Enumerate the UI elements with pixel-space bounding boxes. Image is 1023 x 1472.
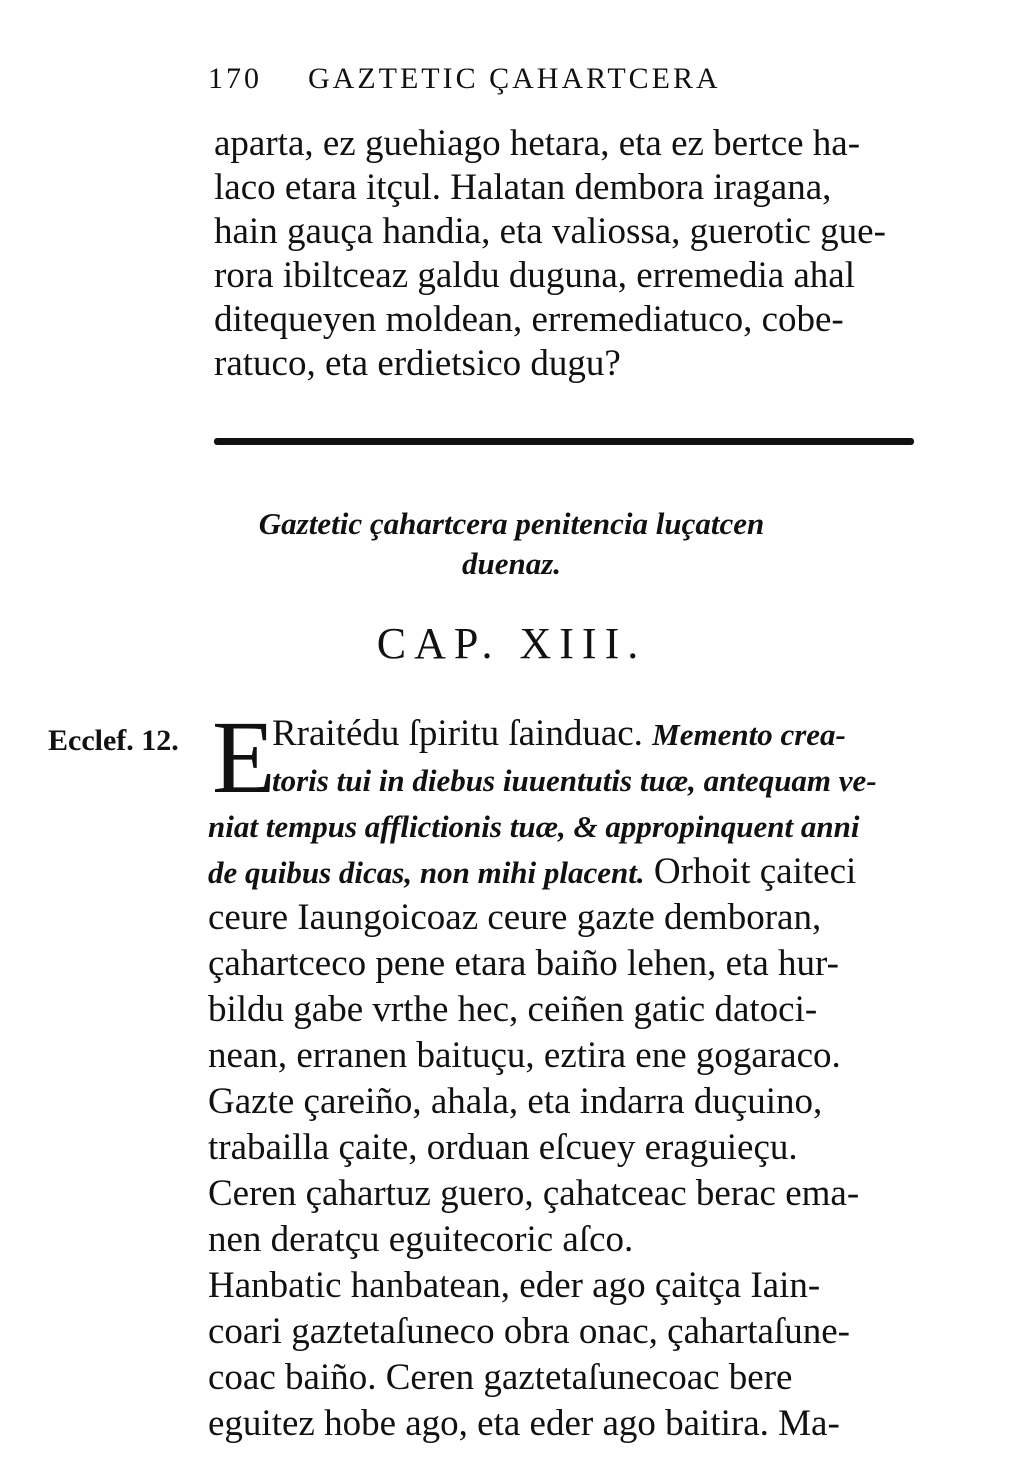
text-line <box>208 1218 633 1262</box>
running-title: GAZTETIC ÇAHARTCERA <box>308 62 721 95</box>
chapter-title-line: Gaztetic çahartcera penitencia luçatcen <box>258 506 765 541</box>
chapter-number: CAP. XIII. <box>376 619 647 668</box>
latin-quote: de quibus dicas, non mihi placent. <box>208 855 645 890</box>
text-line: ditequeyen moldean, erremediatuco, cobe- <box>214 299 844 340</box>
running-header <box>208 62 721 96</box>
section-divider <box>214 438 914 445</box>
chapter-title-line: duenaz. <box>461 546 562 581</box>
text-span: ceure Iaungoicoaz ceure gazte demboran, <box>208 897 822 938</box>
text-line: hain gauça handia, eta valiossa, guerotic gue- <box>214 211 886 252</box>
text-span: Rraitédu ſpiritu ſainduac. <box>272 713 653 754</box>
text-line <box>208 1356 792 1400</box>
text-line: rora ibiltceaz galdu duguna, erremedia ahal <box>214 255 856 296</box>
text-span: nen deratçu eguitecoric aſco. <box>208 1219 634 1260</box>
text-line <box>272 758 877 803</box>
text-line <box>208 1126 798 1170</box>
text-line: ratuco, eta erdietsico dugu? <box>214 343 621 384</box>
text-span: Orhoit çaiteci <box>644 851 857 892</box>
text-line <box>272 712 846 757</box>
text-span: bildu gabe vrthe hec, ceiñen gatic datoci- <box>208 989 818 1030</box>
margin-note: Ecclef. 12. <box>48 724 179 757</box>
text-line <box>208 804 859 849</box>
drop-cap: E <box>212 700 276 815</box>
latin-quote: Memento crea- <box>652 717 846 752</box>
text-line <box>208 1080 822 1124</box>
latin-quote: toris tui in diebus iuuentutis tuæ, antequam ve- <box>272 763 877 798</box>
text-line <box>208 1264 820 1308</box>
text-line <box>208 942 839 986</box>
text-span: Ceren çahartuz guero, çahatceac berac ema- <box>208 1173 860 1214</box>
text-line: aparta, ez guehiago hetara, eta ez bertce ha- <box>214 123 861 164</box>
text-span: Hanbatic hanbatean, eder ago çaitça Iain- <box>208 1265 821 1306</box>
text-span: Gazte çareiño, ahala, eta indarra duçuino, <box>208 1081 823 1122</box>
text-line: laco etara itçul. Halatan dembora iragana, <box>214 167 832 208</box>
text-span: nean, erranen baituçu, eztira ene gogaraco. <box>208 1035 841 1076</box>
text-span: coari gaztetaſuneco obra onac, çahartaſune- <box>208 1311 850 1352</box>
text-span: coac baiño. Ceren gaztetaſunecoac bere <box>208 1357 793 1398</box>
text-span: eguitez hobe ago, eta eder ago baitira. Ma- <box>208 1403 840 1444</box>
text-line <box>208 1402 840 1446</box>
page-number: 170 <box>208 62 262 95</box>
text-line <box>208 896 821 940</box>
latin-quote: niat tempus afflictionis tuæ, & appropinquent anni <box>208 809 860 844</box>
text-span: çahartceco pene etara baiño lehen, eta hur- <box>208 943 839 984</box>
text-line <box>208 1034 841 1078</box>
text-line <box>208 1310 850 1354</box>
text-line <box>208 1172 859 1216</box>
text-line <box>208 850 856 895</box>
text-span: trabailla çaite, orduan eſcuey eraguieçu. <box>208 1127 798 1168</box>
text-line <box>208 988 817 1032</box>
